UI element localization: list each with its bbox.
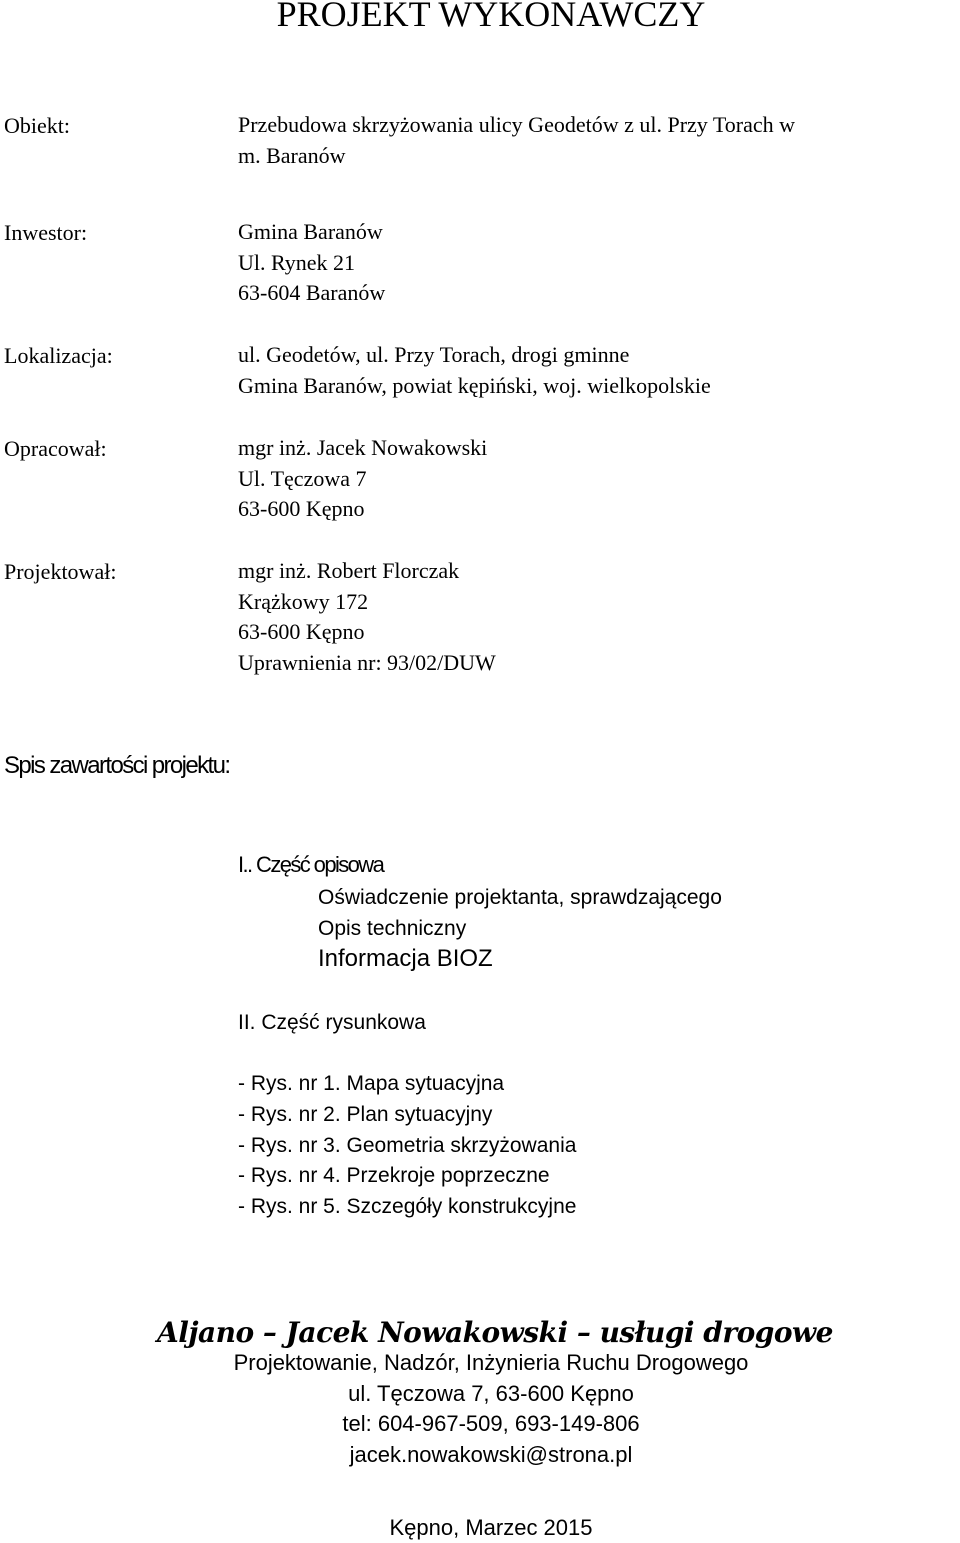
company-info-line: ul. Tęczowa 7, 63-600 Kępno [348, 1380, 634, 1406]
field-line: Ul. Rynek 21 [238, 249, 356, 275]
field-value-opracowal [238, 433, 487, 525]
toc-part1-list [318, 882, 722, 974]
company-info-line: tel: 604-967-509, 693-149-806 [342, 1411, 640, 1436]
field-label-obiekt: Obiekt: [4, 113, 70, 138]
field-value-projektowal [238, 556, 496, 678]
field-line: 63-600 Kępno [238, 619, 365, 644]
field-value-obiekt [238, 110, 795, 171]
field-line: 63-604 Baranów [238, 280, 386, 305]
field-line: Przebudowa skrzyżowania ulicy Geodetów z ul. Przy Torach w [238, 112, 796, 137]
company-name: Aljano – Jacek Nowakowski – usługi drogowe [157, 1316, 833, 1349]
field-label-inwestor: Inwestor: [4, 220, 88, 245]
toc-heading: Spis zawartości projektu: [4, 752, 230, 779]
place-date: Kępno, Marzec 2015 [389, 1515, 593, 1540]
field-line: mgr inż. Jacek Nowakowski [238, 435, 488, 460]
list-item: Informacja BIOZ [318, 945, 493, 972]
field-line: mgr inż. Robert Florczak [238, 558, 460, 583]
field-label-lokalizacja: Lokalizacja: [4, 343, 113, 368]
company-info [0, 1348, 960, 1470]
list-item: - Rys. nr 3. Geometria skrzyżowania [238, 1133, 577, 1157]
field-line: Krążkowy 172 [238, 588, 369, 614]
field-line: 63-600 Kępno [238, 496, 365, 521]
field-line: Uprawnienia nr: 93/02/DUW [238, 649, 496, 675]
toc-part2-list [238, 1069, 576, 1223]
page-title: PROJEKT WYKONAWCZY [276, 0, 706, 34]
toc-part2-title: II. Część rysunkowa [238, 1011, 426, 1034]
field-line: Ul. Tęczowa 7 [238, 465, 367, 491]
company-info-line: Projektowanie, Nadzór, Inżynieria Ruchu Drogowego [233, 1350, 749, 1375]
list-item: - Rys. nr 2. Plan sytuacyjny [238, 1102, 493, 1126]
toc-part1-title: I.. Część opisowa [238, 852, 384, 877]
list-item: - Rys. nr 4. Przekroje poprzeczne [238, 1164, 550, 1188]
field-line: m. Baranów [238, 142, 346, 168]
field-value-lokalizacja [238, 340, 711, 401]
list-item: Opis techniczny [318, 916, 467, 940]
list-item: - Rys. nr 5. Szczegóły konstrukcyjne [238, 1195, 577, 1219]
field-line: Gmina Baranów, powiat kępiński, woj. wielkopolskie [238, 372, 711, 398]
field-line: ul. Geodetów, ul. Przy Torach, drogi gminne [238, 342, 630, 367]
field-label-projektowal: Projektował: [4, 559, 117, 584]
field-line: Gmina Baranów [238, 219, 383, 244]
list-item: - Rys. nr 1. Mapa sytuacyjna [238, 1072, 505, 1095]
field-value-inwestor [238, 217, 385, 309]
field-label-opracowal: Opracował: [4, 436, 107, 461]
list-item: Oświadczenie projektanta, sprawdzającego [318, 886, 722, 909]
company-info-line: jacek.nowakowski@strona.pl [349, 1441, 633, 1467]
